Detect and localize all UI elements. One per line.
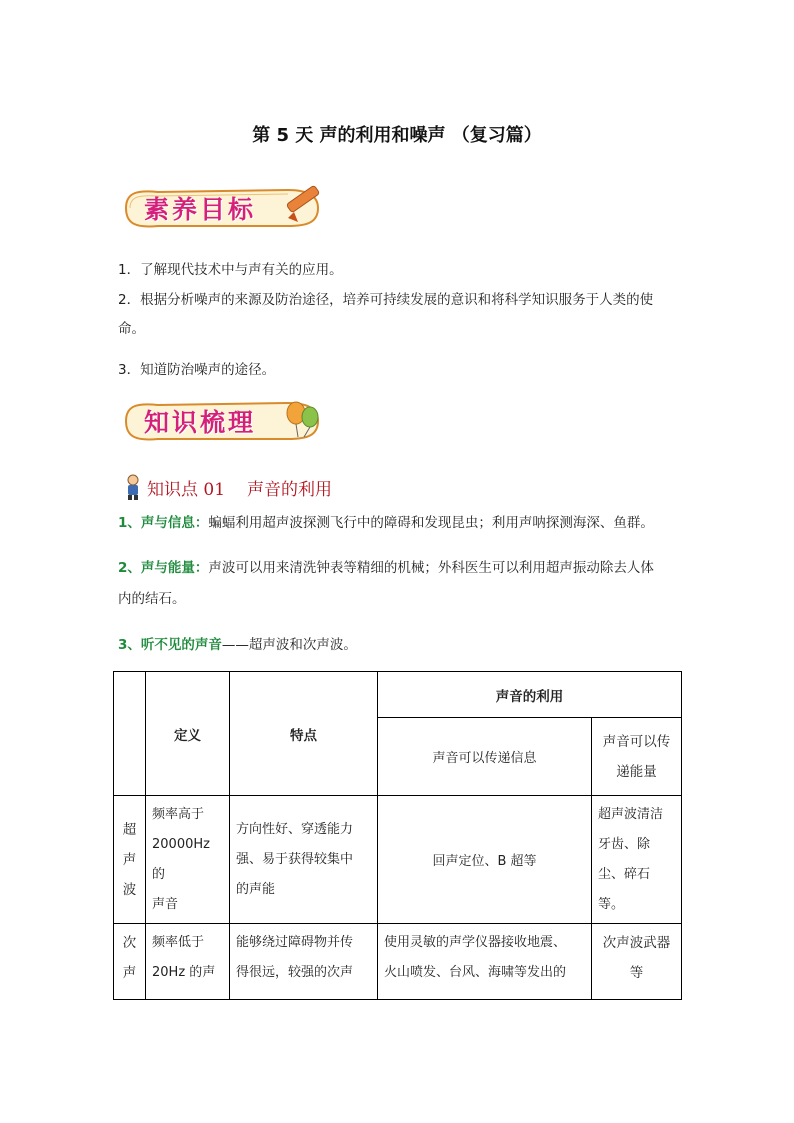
header-feature: 特点 (230, 672, 378, 796)
row-info: 使用灵敏的声学仪器接收地震、 火山喷发、台风、海啸等发出的 (378, 924, 592, 1000)
row-energy: 次声波武器 等 (592, 924, 682, 1000)
item-head: 2、声与能量： (118, 560, 209, 576)
goal-item-3: 3．知道防治噪声的途径。 (118, 362, 276, 378)
goal-item-1: 1．了解现代技术中与声有关的应用。 (118, 262, 343, 278)
item-text-cont: 内的结石。 (118, 591, 186, 607)
row-info: 回声定位、B 超等 (378, 796, 592, 924)
header-definition: 定义 (146, 672, 230, 796)
row-feature: 能够绕过障碍物并传 得很远，较强的次声 (230, 924, 378, 1000)
row-energy: 超声波清洁 牙齿、除 尘、碎石 等。 (592, 796, 682, 924)
table-row-ultrasonic (114, 796, 682, 924)
knowledge-point-title (147, 475, 332, 500)
corner-cell (114, 672, 146, 796)
header-sound-use: 声音的利用 (378, 672, 682, 718)
row-feature: 方向性好、穿透能力 强、易于获得较集中 的声能 (230, 796, 378, 924)
goals-banner-text: 素养目标 (144, 195, 257, 224)
item-sound-energy (118, 553, 683, 615)
item-head: 1、声与信息： (118, 515, 209, 531)
row-name: 次 声 (114, 924, 146, 1000)
knowledge-banner (118, 395, 328, 447)
header-info: 声音可以传递信息 (378, 718, 592, 796)
header-energy (592, 718, 682, 796)
row-name: 超 声 波 (114, 796, 146, 924)
goals-banner (118, 182, 328, 234)
header-energy-line2: 递能量 (616, 763, 657, 780)
item-sound-info (118, 508, 683, 539)
item-text: 蝙蝠利用超声波探测飞行中的障碍和发现昆虫；利用声呐探测海深、鱼群。 (208, 515, 654, 531)
row-definition: 频率低于 20Hz 的声 (146, 924, 230, 1000)
table-row-infrasonic (114, 924, 682, 1000)
item-inaudible-sound (118, 630, 683, 661)
teacher-figure-icon (123, 474, 143, 500)
item-head: 3、听不见的声音 (118, 637, 222, 653)
item-text: ——超声波和次声波。 (221, 637, 357, 653)
knowledge-point-label: 知识点 01 (147, 479, 226, 500)
goal-item-2-cont: 命。 (118, 321, 145, 337)
goal-item-2: 2．根据分析噪声的来源及防治途径，培养可持续发展的意识和将科学知识服务于人类的使 (118, 292, 654, 308)
knowledge-banner-text: 知识梳理 (144, 408, 257, 437)
knowledge-point-name: 声音的利用 (247, 479, 333, 500)
item-text: 声波可以用来清洗钟表等精细的机械；外科医生可以利用超声振动除去人体 (208, 560, 654, 576)
page-title: 第 5 天 声的利用和噪声 （复习篇） (252, 125, 542, 146)
knowledge-point-heading (123, 472, 332, 502)
row-definition: 频率高于 20000Hz 的 声音 (146, 796, 230, 924)
header-energy-line1: 声音可以传 (602, 733, 671, 750)
sound-comparison-table (113, 671, 682, 1000)
